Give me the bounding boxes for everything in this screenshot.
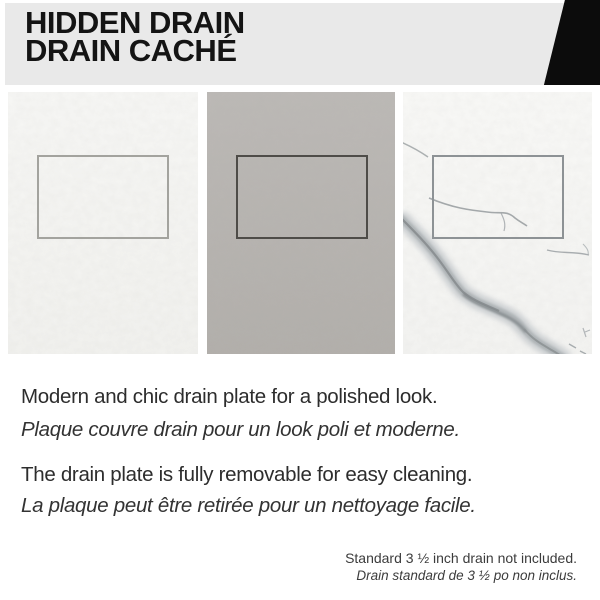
description-en-1: Modern and chic drain plate for a polished look. [21, 385, 438, 408]
footnote-block [345, 550, 577, 584]
title-line-fr: DRAIN CACHÉ [25, 33, 237, 68]
swatch-panel-textured-white [8, 92, 198, 354]
title-line-en: HIDDEN DRAIN [25, 5, 245, 40]
description-en-2: The drain plate is fully removable for easy cleaning. [21, 463, 473, 486]
drain-plate-outline [37, 155, 169, 239]
description-fr-2: La plaque peut être retirée pour un nettoyage facile. [21, 494, 476, 517]
drain-plate-outline [236, 155, 368, 239]
header-banner [0, 0, 600, 86]
description-fr-1: Plaque couvre drain pour un look poli et moderne. [21, 418, 460, 441]
swatch-row [0, 92, 600, 354]
swatch-panel-textured-gray [207, 92, 395, 354]
page-title [25, 5, 245, 68]
swatch-panel-white-marble [403, 92, 592, 354]
footnote-en: Standard 3 ½ inch drain not included. [345, 550, 577, 566]
drain-plate-outline [432, 155, 564, 239]
footnote-fr: Drain standard de 3 ½ po non inclus. [356, 568, 577, 583]
